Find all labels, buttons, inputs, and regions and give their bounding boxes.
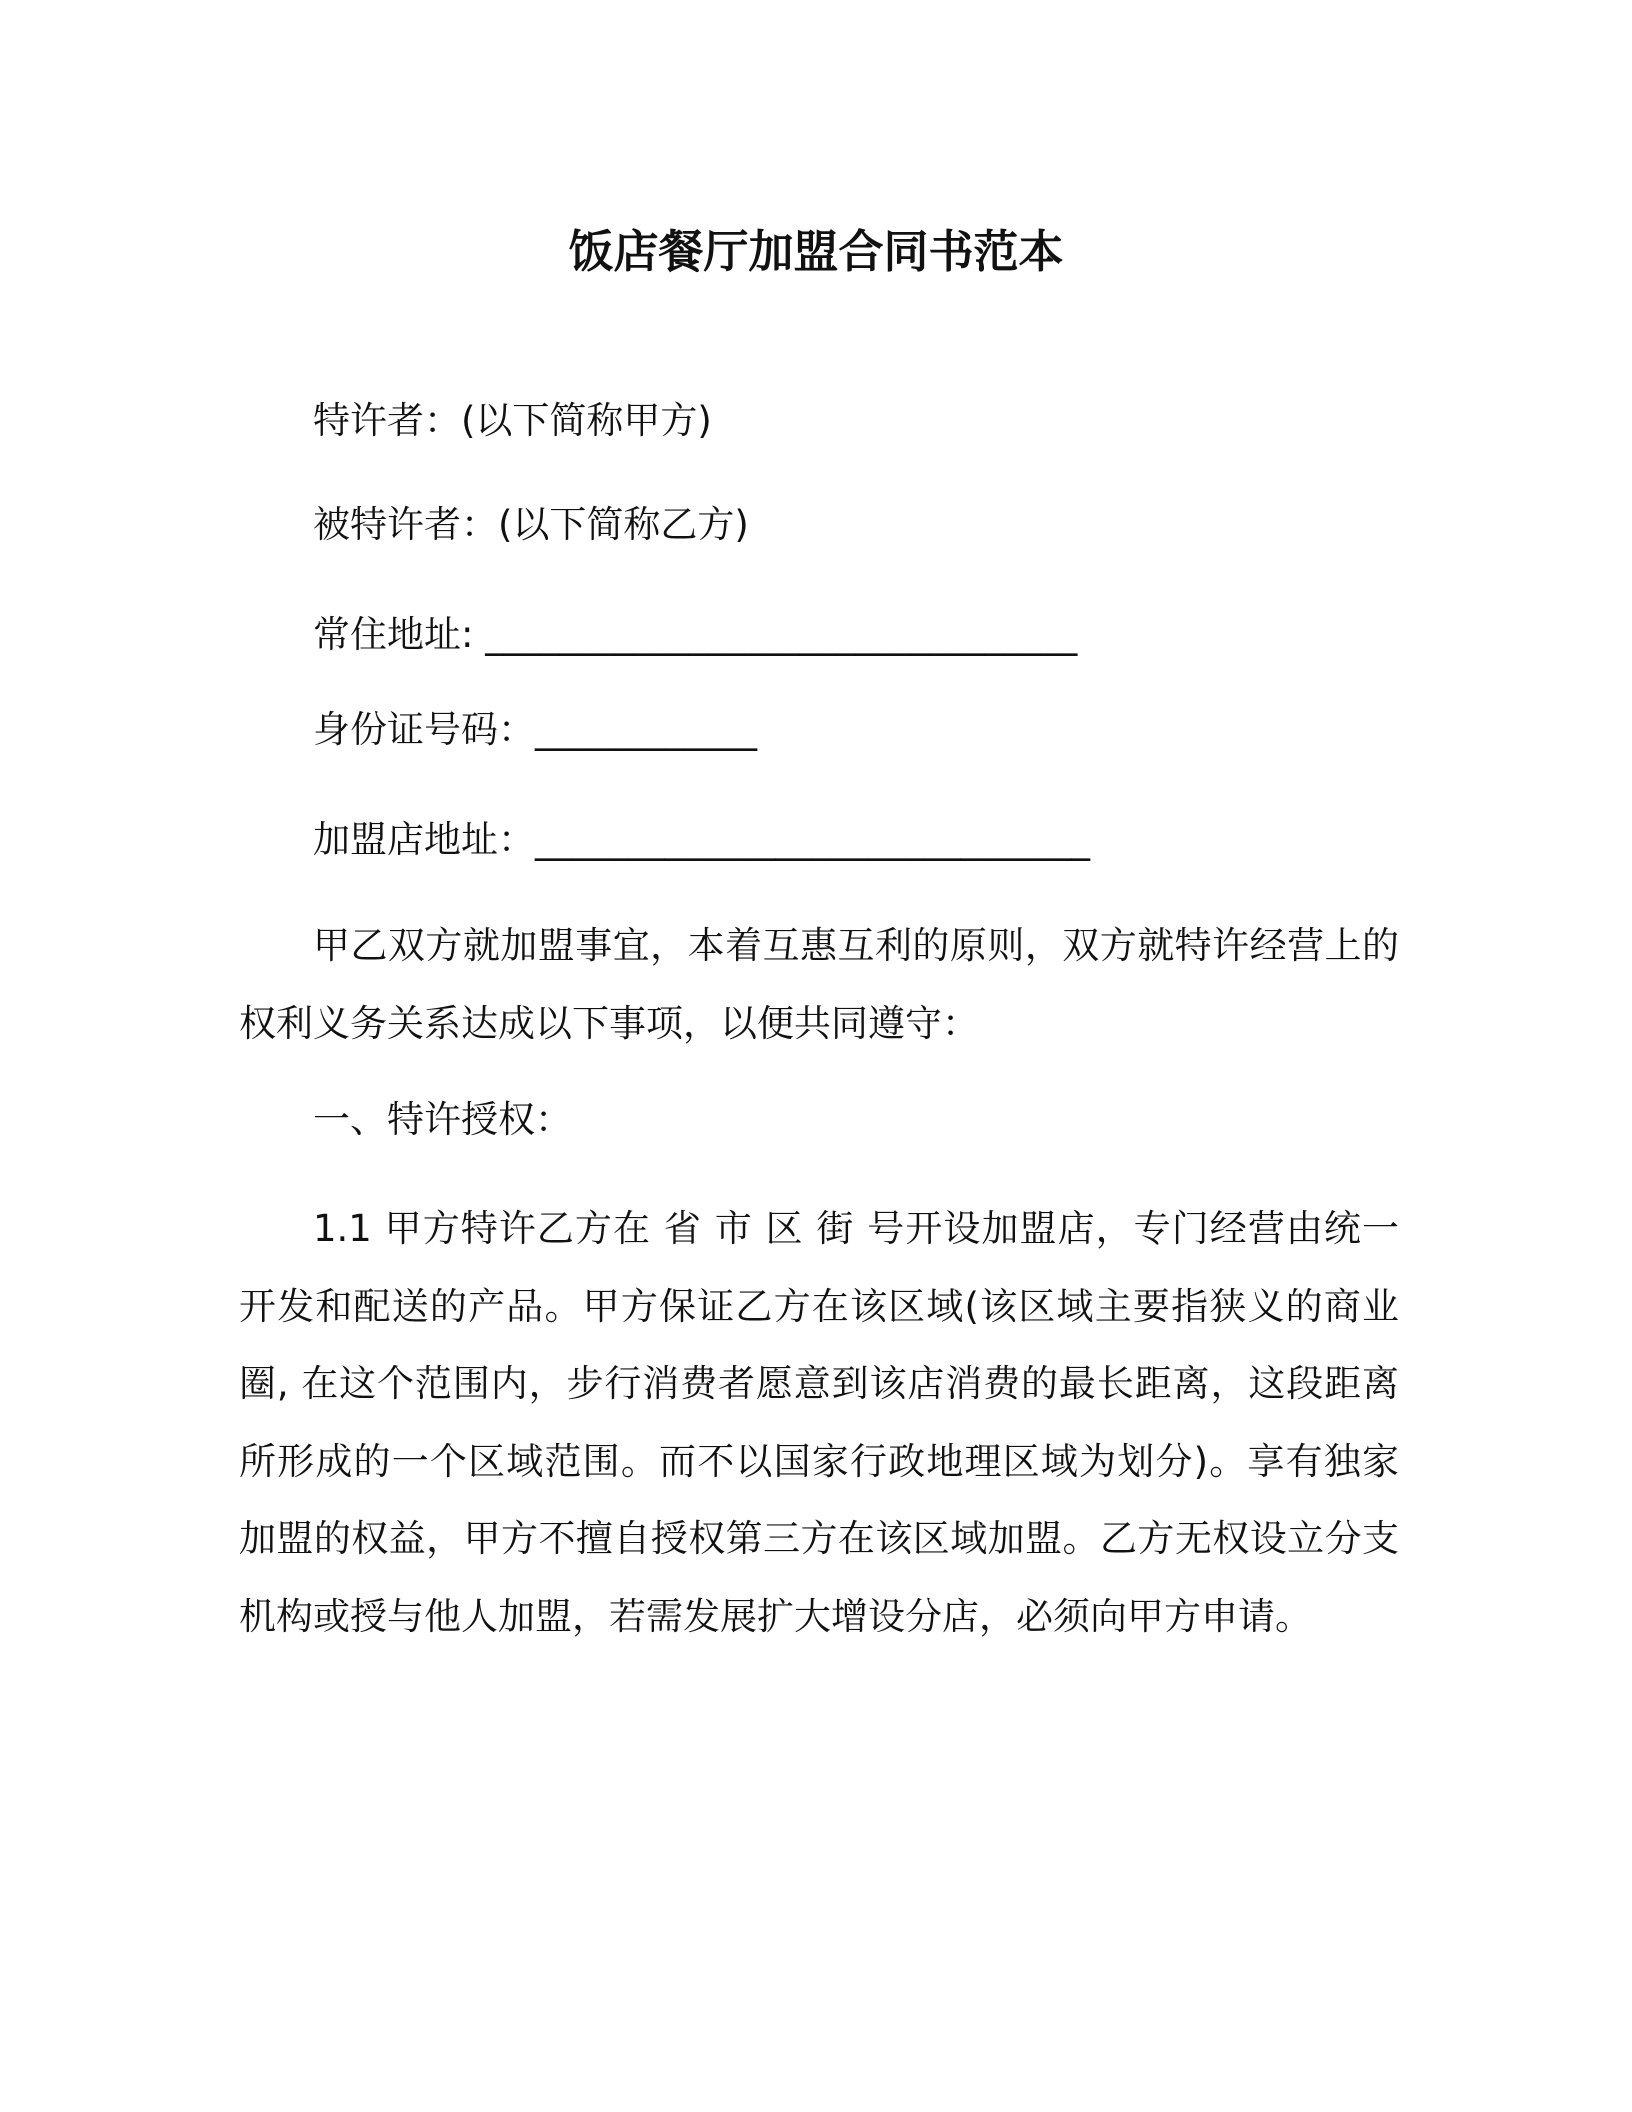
address-field: 常住地址: ________________________________ bbox=[313, 613, 1078, 656]
franchisor-field: 特许者：(以下简称甲方) bbox=[313, 399, 712, 442]
franchisee-field: 被特许者：(以下简称乙方) bbox=[313, 503, 749, 546]
intro-paragraph: 甲乙双方就加盟事宜，本着互惠互利的原则，双方就特许经营上的权利义务关系达成以下事项，以便共同遵守： bbox=[239, 924, 1399, 1045]
section-heading: 一、特许授权： bbox=[313, 1098, 572, 1141]
clause-paragraph: 1.1 甲方特许乙方在 省 市 区 街 号开设加盟店，专门经营由统一开发和配送的产品。甲方保证乙方在该区域(该区域主要指狭义的商业圈, 在这个范围内，步行消费者愿意到该店消费的最长距离，这段距离所形成的一个区域范围。而不以国家行政地理区域为划分)。享有独家加盟的权益，甲方不擅自授权第三方在该区域加盟。乙方无权设立分支机构或授与他人加盟，若需发展扩大增设分店，必须向甲方申请。 bbox=[239, 1207, 1399, 1638]
id-number-field: 身份证号码：____________ bbox=[313, 708, 757, 751]
store-address-field: 加盟店地址：______________________________ bbox=[313, 818, 1090, 861]
document-title: 饭店餐厅加盟合同书范本 bbox=[568, 225, 1064, 278]
